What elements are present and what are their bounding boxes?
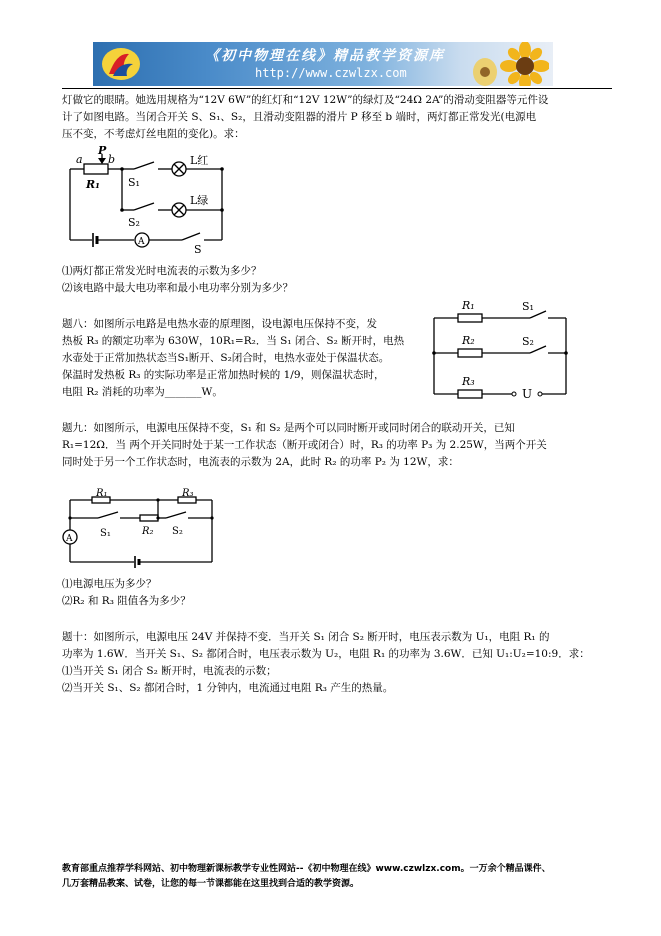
p9-resistor-r2	[140, 515, 158, 521]
p7-question-2: ⑵该电路中最大电功率和最小电功率分别为多少？	[62, 282, 293, 294]
p9-label-s1: S₁	[100, 528, 111, 539]
p7-rheostat-r1	[84, 164, 108, 174]
p9-label-a: A	[66, 534, 73, 544]
p7-label-lred: L红	[190, 154, 209, 167]
p8-line-1: 题八：如图所示电路是电热水壶的原理图，设电源电压保持不变，发	[62, 318, 377, 330]
p9-question-1: ⑴电源电压为多少？	[62, 578, 157, 590]
p9-line-1: 题九：如图所示，电源电压保持不变，S₁ 和 S₂ 是两个可以同时断开或同时闭合的联动开关，已知	[62, 422, 515, 434]
p9-label-s2: S₂	[172, 526, 183, 537]
p9-line-3: 同时处于另一个工作状态时，电流表的示数为 2A，此时 R₂ 的功率 P₂ 为 12W，求：	[62, 456, 459, 468]
p7-circuit-diagram	[62, 142, 252, 256]
p10-line-1: 题十：如图所示，电源电压 24V 并保持不变．当开关 S₁ 闭合 S₂ 断开时，电压表示数为 U₁，电阻 R₁ 的	[62, 631, 550, 643]
p10-line-4: ⑵当开关 S₁、S₂ 都闭合时，1 分钟内，电流通过电阻 R₃ 产生的热量。	[62, 682, 394, 694]
p9-switch-s1	[98, 512, 118, 518]
footer-line-2: 几万套精品教案、试卷，让您的每一节课都能在这里找到合适的教学资源。	[62, 879, 360, 889]
p8-label-u: U	[522, 387, 533, 401]
p7-label-a: a	[76, 153, 83, 166]
p8-label-r1: R₁	[462, 299, 475, 312]
p9-circuit-diagram	[62, 488, 222, 570]
site-title: 《初中物理在线》精品教学资源库	[205, 48, 445, 64]
p8-label-s2: S₂	[522, 335, 534, 348]
p8-line-4: 保温时发热板 R₃ 的实际功率是正常加热时候的 1/9，则保温状态时，	[62, 369, 385, 381]
p8-label-s1: S₁	[522, 300, 534, 313]
footer-line-1: 教育部重点推荐学科网站、初中物理新课标教学专业性网站--《初中物理在线》www.czwlzx.com。一万余个精品课件、	[62, 864, 551, 874]
p9-label-r2: R₂	[142, 526, 154, 537]
p8-resistor-r1	[458, 314, 482, 322]
p7-battery	[93, 233, 97, 247]
header-rule	[62, 88, 612, 89]
p7-label-s2: S₂	[128, 216, 140, 229]
p8-label-r3: R₃	[462, 375, 475, 388]
p7-question-1: ⑴两灯都正常发光时电流表的示数为多少？	[62, 265, 262, 277]
p8-resistor-r2	[458, 349, 482, 357]
p7-label-a-meter: A	[138, 237, 145, 247]
p10-line-2: 功率为 1.6W．当开关 S₁、S₂ 都闭合时，电压表示数为 U₂，电阻 R₁ 的功率为 3.6W．已知 U₁:U₂=10:9．求：	[62, 648, 590, 660]
p7-switch-s	[182, 233, 200, 240]
p7-line-1: 灯做它的眼睛。她选用规格为“12V 6W”的红灯和“12V 12W”的绿灯及“24Ω 2A”的滑动变阻器等元件设	[62, 94, 549, 106]
p7-line-2: 计了如图电路。当闭合开关 S、S₁、S₂，且滑动变阻器的滑片 P 移至 b 端时，两灯都正常发光(电源电	[62, 111, 537, 123]
p9-line-2: R₁=12Ω．当 两个开关同时处于某一工作状态（断开或闭合）时，R₃ 的功率 P₃ 为 2.25W，当两个开关	[62, 439, 547, 451]
p7-label-b: b	[108, 153, 116, 166]
p7-switch-s2	[134, 203, 154, 210]
p9-question-2: ⑵R₂ 和 R₃ 阻值各为多少？	[62, 595, 191, 607]
p9-battery	[135, 556, 139, 568]
p8-line-2: 热板 R₃ 的额定功率为 630W，10R₁=R₂．当 S₁ 闭合、S₂ 断开时，电热	[62, 335, 405, 347]
site-url[interactable]: http://www.czwlzx.com	[255, 66, 407, 80]
site-logo-icon	[99, 44, 143, 84]
sunflower-icon	[469, 42, 549, 86]
p8-label-r2: R₂	[462, 334, 475, 347]
p7-label-s1: S₁	[128, 176, 140, 189]
p9-label-r1: R₁	[96, 488, 108, 499]
p7-label-p: P	[98, 144, 107, 157]
p7-switch-s1	[134, 162, 154, 169]
p7-label-lgreen: L绿	[190, 194, 209, 207]
p9-label-r3: R₃	[182, 488, 194, 499]
p8-line-3: 水壶处于正常加热状态当S₁断开、S₂闭合时，电热水壶处于保温状态。	[62, 352, 390, 364]
p10-line-3: ⑴当开关 S₁ 闭合 S₂ 断开时，电流表的示数；	[62, 665, 277, 677]
p8-line-5: 电阻 R₂ 消耗的功率为_______W。	[62, 386, 223, 398]
p9-switch-s2	[166, 512, 186, 518]
header-banner	[93, 42, 553, 86]
p7-label-s: S	[194, 243, 202, 256]
p7-label-r1: R₁	[86, 178, 100, 191]
p7-line-3: 压不变，不考虑灯丝电阻的变化)。求：	[62, 128, 245, 140]
p8-resistor-r3	[458, 390, 482, 398]
p8-circuit-diagram	[430, 296, 570, 400]
